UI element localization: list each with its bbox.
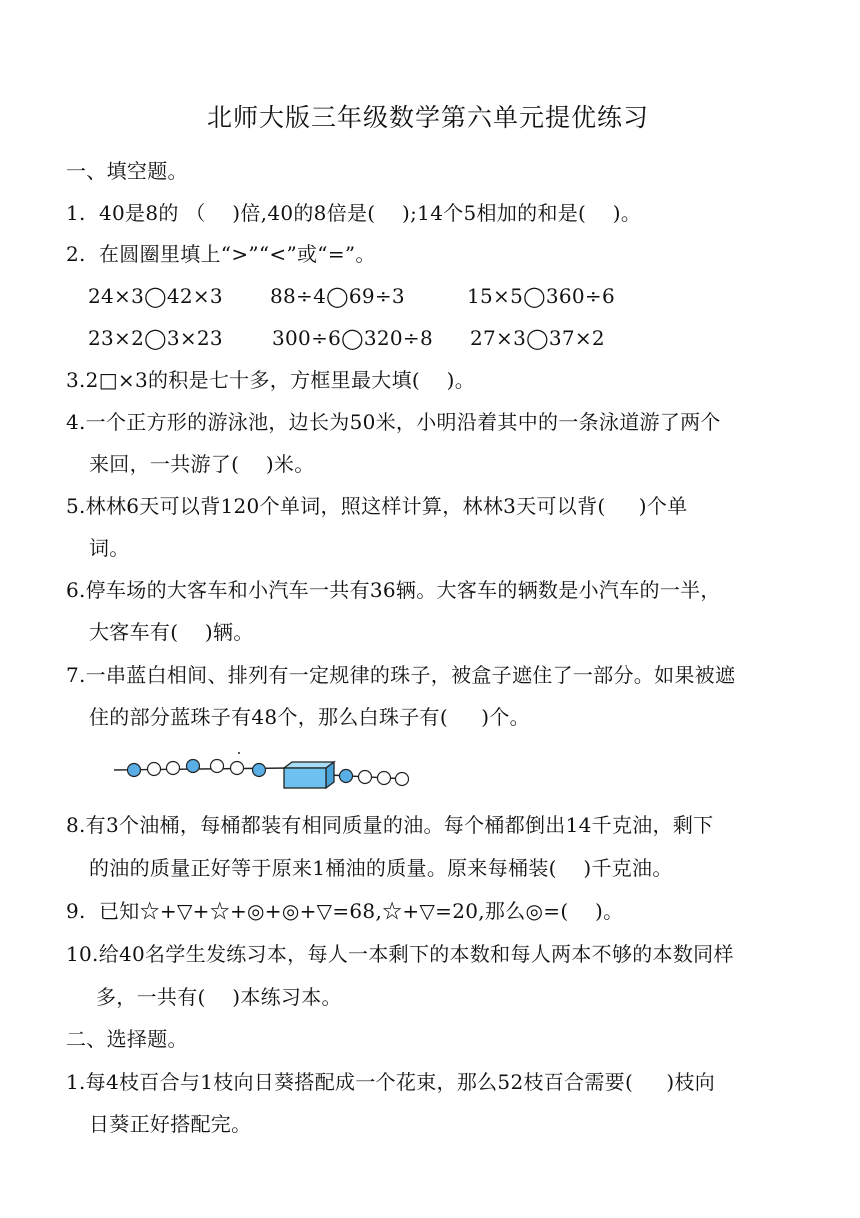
compare-item: 300÷6◯320÷8	[272, 326, 433, 350]
question-6-line-1: 6.停车场的大客车和小汽车一共有36辆。大客车的辆数是小汽车的一半，	[66, 578, 721, 602]
section-heading-choice: 二、选择题。	[66, 1027, 188, 1051]
blue-bead	[253, 764, 266, 777]
white-bead	[211, 760, 224, 773]
choice-question-1-line-2: 日葵正好搭配完。	[89, 1112, 252, 1136]
question-9: 9. 已知☆+▽+☆+◎+◎+▽=68,☆+▽=20,那么◎=( )。	[66, 899, 624, 923]
bead-string-figure	[112, 748, 412, 792]
question-7-line-2: 住的部分蓝珠子有48个，那么白珠子有( )个。	[89, 705, 530, 729]
question-5-line-1: 5.林林6天可以背120个单词，照这样计算，林林3天可以背( )个单	[66, 494, 688, 518]
section-heading-fill-blank: 一、填空题。	[66, 159, 188, 183]
compare-item: 15×5◯360÷6	[467, 284, 615, 308]
white-bead	[359, 771, 372, 784]
question-2: 2. 在圆圈里填上“>”“<”或“=”。	[66, 242, 376, 266]
question-1: 1. 40是8的 （ )倍,40的8倍是( );14个5相加的和是( )。	[66, 201, 642, 225]
worksheet-title: 北师大版三年级数学第六单元提优练习	[207, 103, 650, 132]
white-bead	[231, 762, 244, 775]
blue-bead	[128, 764, 141, 777]
question-4-line-2: 来回，一共游了( )米。	[89, 452, 315, 476]
question-8-line-1: 8.有3个油桶，每桶都装有相同质量的油。每个桶都倒出14千克油，剩下	[66, 813, 714, 837]
question-4-line-1: 4.一个正方形的游泳池，边长为50米，小明沿着其中的一条泳道游了两个	[66, 410, 721, 434]
question-6-line-2: 大客车有( )辆。	[89, 620, 254, 644]
question-10-line-1: 10.给40名学生发练习本，每人一本剩下的本数和每人两本不够的本数同样	[66, 942, 734, 966]
choice-question-1-line-1: 1.每4枝百合与1枝向日葵搭配成一个花束，那么52枝百合需要( )枝向	[66, 1070, 716, 1094]
blue-bead	[340, 770, 353, 783]
blue-bead	[187, 760, 200, 773]
question-3: 3.2□×3的积是七十多，方框里最大填( )。	[66, 368, 476, 392]
question-5-line-2: 词。	[89, 536, 130, 560]
white-bead	[167, 762, 180, 775]
compare-item: 88÷4◯69÷3	[270, 284, 405, 308]
question-7-line-1: 7.一串蓝白相间、排列有一定规律的珠子，被盒子遮住了一部分。如果被遮	[66, 663, 736, 687]
compare-item: 24×3◯42×3	[88, 284, 223, 308]
compare-item: 23×2◯3×23	[88, 326, 223, 350]
white-bead	[238, 752, 240, 754]
white-bead	[378, 772, 391, 785]
question-10-line-2: 多，一共有( )本练习本。	[96, 985, 342, 1009]
white-bead	[148, 763, 161, 776]
question-8-line-2: 的油的质量正好等于原来1桶油的质量。原来每桶装( )千克油。	[89, 856, 673, 880]
white-bead	[396, 773, 409, 786]
compare-item: 27×3◯37×2	[470, 326, 605, 350]
cover-box	[284, 762, 334, 788]
